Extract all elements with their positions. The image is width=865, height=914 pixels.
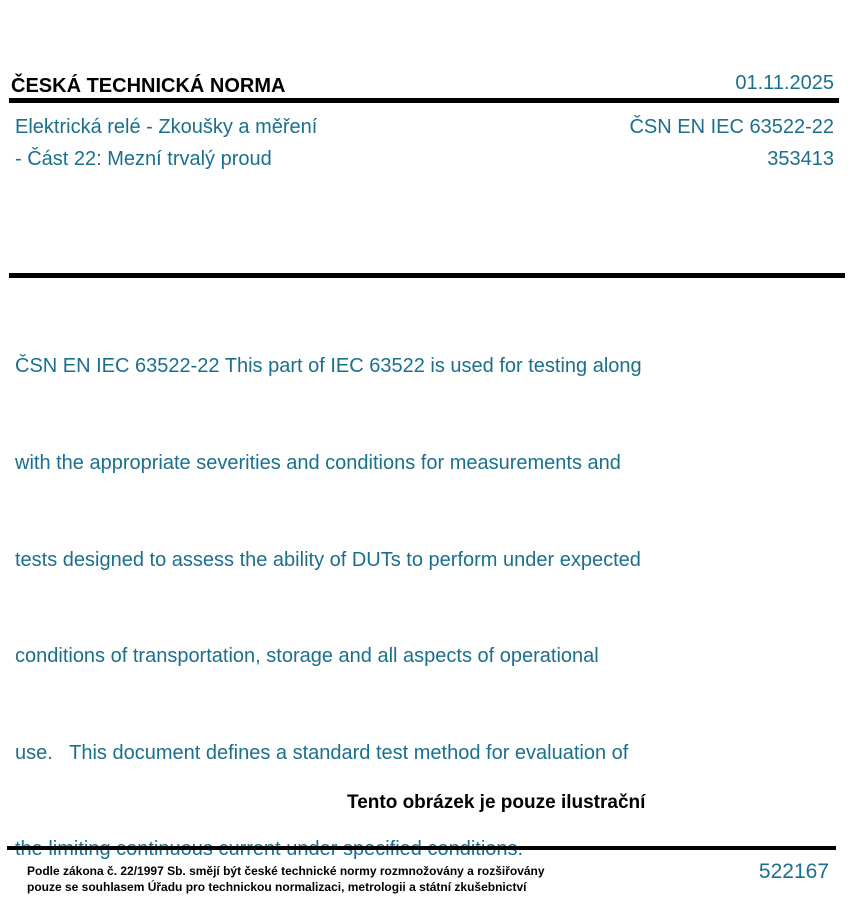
copyright-line-1: Podle zákona č. 22/1997 Sb. smějí být české technické normy rozmnožovány a rozšiřovány — [27, 864, 545, 878]
abstract-line: tests designed to assess the ability of DUTs to perform under expected — [15, 548, 641, 571]
copyright-line-2: pouze se souhlasem Úřadu pro technickou normalizaci, metrologii a státní zkušebnictví — [27, 880, 527, 894]
catalog-code: 522167 — [758, 860, 829, 883]
standard-title-line-2: - Část 22: Mezní trvalý proud — [15, 148, 272, 170]
publication-date: 01.11.2025 — [735, 72, 834, 94]
title-divider — [9, 273, 845, 278]
illustration-notice: Tento obrázek je pouze ilustrační — [347, 792, 646, 813]
copyright-notice — [27, 863, 545, 895]
footer-divider — [7, 846, 836, 850]
standard-designation: ČSN EN IEC 63522-22 — [629, 116, 834, 138]
abstract-line: ČSN EN IEC 63522-22 This part of IEC 63522 is used for testing along — [15, 355, 642, 378]
abstract-line: use. This document defines a standard test method for evaluation of — [15, 741, 629, 764]
document-type-heading: ČESKÁ TECHNICKÁ NORMA — [11, 75, 286, 97]
abstract-line: conditions of transportation, storage and all aspects of operational — [15, 645, 599, 668]
classification-number: 353413 — [767, 148, 834, 170]
standard-title-line-1: Elektrická relé - Zkoušky a měření — [15, 116, 318, 138]
header-divider — [9, 98, 839, 103]
abstract-line: with the appropriate severities and conditions for measurements and — [15, 452, 621, 475]
